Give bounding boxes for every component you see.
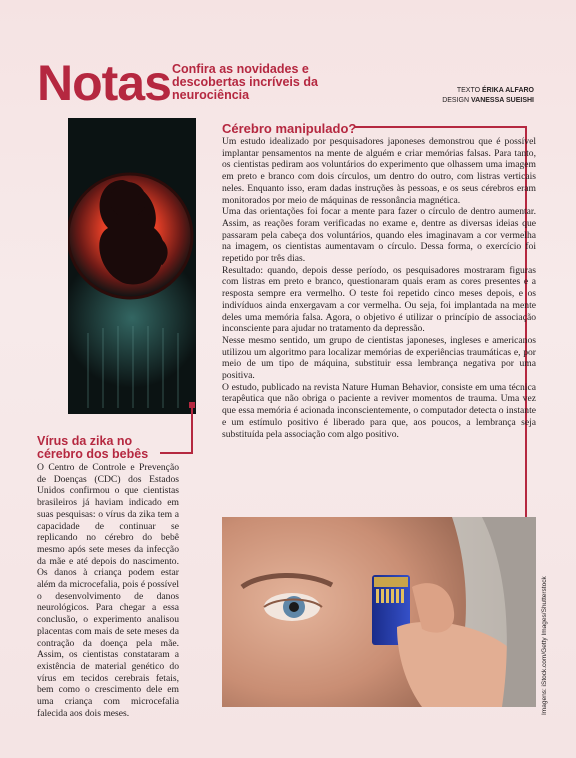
credit-design-label: DESIGN bbox=[442, 97, 470, 104]
article-paragraph: Uma das orientações foi focar a mente para fazer o círculo de dentro aumentar. Assim, as reações foram verificadas no exame e, dentre as diversas ideias que passaram pela cabeça dos voluntários, quando eles imaginavam a cor vermelha na imagem, os cientistas aumentavam o círculo. Dessa forma, o exercício foi repetido por três dias. bbox=[222, 206, 536, 265]
credit-texto-label: TEXTO bbox=[456, 87, 481, 94]
fetus-image bbox=[68, 118, 196, 414]
marker-line-cerebro-h bbox=[354, 126, 526, 128]
section-title-notas: Notas bbox=[37, 55, 171, 111]
memory-card-photo bbox=[222, 517, 536, 707]
article-paragraph: Nesse mesmo sentido, um grupo de cientistas japoneses, ingleses e americanos utilizou um algoritmo para localizar memórias de experiências traumáticas e, por meio de um tipo de máquina, substituir essa lembrança negativa por uma positiva. bbox=[222, 334, 536, 382]
article-title-cerebro: Cérebro manipulado? bbox=[222, 121, 357, 136]
section-subtitle: Confira as novidades e descobertas incríveis da neurociência bbox=[172, 62, 318, 102]
article-body-cerebro bbox=[222, 136, 536, 440]
article-paragraph: O estudo, publicado na revista Nature Human Behavior, consiste em uma técnica terapêutica que não obriga o paciente a reviver momentos de trauma. Uma vez que essa memória é acionada inconscientemente, o computador detecta o instante e um estímulo positivo é liberado para que, aos poucos, a lembrança seja substituída pela associação com algo positivo. bbox=[222, 381, 536, 440]
article-paragraph: Resultado: quando, depois desse período, os pesquisadores mostraram figuras com listras em preto e branco, questionaram quais eram as cores presentes e a resposta sempre era vermelho. O teste foi repetido cinco meses depois, e os indivíduos ainda enxergavam a cor vermelha. Ou seja, foi implantada na mente deles uma memória falsa. Agora, o objetivo é utilizar o princípio de associação inconsciente para ajudar no tratamento da depressão. bbox=[222, 264, 536, 335]
credit-texto-name: ÉRIKA ALFARO bbox=[482, 87, 534, 94]
article-title-zika: Vírus da zika no cérebro dos bebês bbox=[37, 434, 149, 461]
article-body-zika: O Centro de Controle e Prevenção de Doenças (CDC) dos Estados Unidos confirmou o que cientistas brasileiros já haviam indicado em suas pesquisas: o vírus da zika tem a capacidade de continuar se replicando no cérebro do bebê mesmo após sete meses da infecção da mãe e até depois do nascimento. Os danos à criança podem estar além da microcefalia, pois é possível o desenvolvimento de danos neurológicos. Para chegar a essa conclusão, o experimento analisou placentas com mais de sete meses da contração da doença pela mãe. Assim, os cientistas constataram a existência de material genético do vírus em tecidos cerebrais fetais, bem como o crescimento dele em uma criança com microcefalia falecida aos dois meses. bbox=[37, 462, 179, 719]
marker-line-zika-v bbox=[191, 404, 193, 454]
credit-design-name: VANESSA SUEISHI bbox=[470, 97, 534, 104]
article-paragraph: Um estudo idealizado por pesquisadores japoneses demonstrou que é possível implantar pensamentos na mente de alguém e criar memórias falsas. Para tanto, os cientistas pediram aos voluntários do experimento que olhassem uma imagem em preto e branco com dois círculos, um dentro do outro, com listras verticais neles. Enquanto isso, eram dadas instruções às pessoas, e os seus cérebros eram monitorados por meio de máquinas de ressonância magnética. bbox=[222, 136, 536, 206]
photo-credit: Imagens: iStock.com/Getty Images/Shutterstock bbox=[541, 576, 548, 715]
credits bbox=[442, 86, 534, 106]
